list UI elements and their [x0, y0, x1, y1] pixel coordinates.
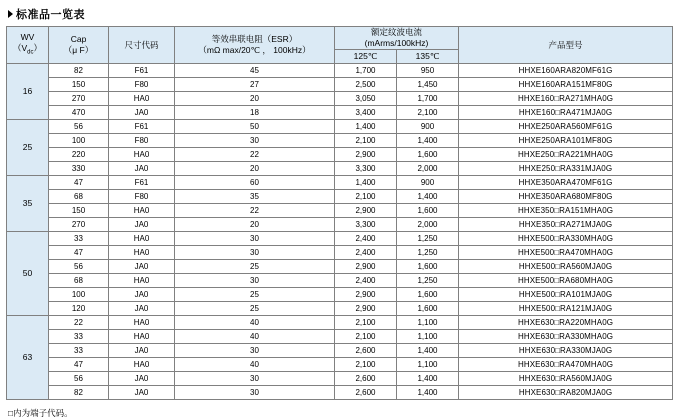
- cell-ripple-125: 1,700: [335, 64, 397, 78]
- column-header-ripple-label: 额定纹波电流: [371, 27, 423, 37]
- cell-esr: 40: [175, 358, 335, 372]
- cell-ripple-125: 2,600: [335, 386, 397, 400]
- cell-ripple-125: 2,400: [335, 246, 397, 260]
- cell-esr: 30: [175, 386, 335, 400]
- cell-ripple-125: 2,900: [335, 260, 397, 274]
- table-row: [7, 204, 673, 218]
- cell-capacitance: 150: [49, 78, 109, 92]
- cell-model-number: HHXE500□RA470MHA0G: [459, 246, 673, 260]
- column-header-ripple-unit: (mArms/100kHz): [364, 38, 429, 48]
- table-row: [7, 148, 673, 162]
- cell-ripple-125: 2,900: [335, 288, 397, 302]
- column-header-cap: [49, 27, 109, 64]
- column-header-wv: [7, 27, 49, 64]
- table-row: [7, 64, 673, 78]
- cell-model-number: HHXE630□RA560MJA0G: [459, 372, 673, 386]
- cell-model-number: HHXE500□RA560MJA0G: [459, 260, 673, 274]
- cell-size-code: F80: [109, 190, 175, 204]
- cell-size-code: JA0: [109, 344, 175, 358]
- cell-capacitance: 33: [49, 232, 109, 246]
- table-row: [7, 162, 673, 176]
- cell-capacitance: 470: [49, 106, 109, 120]
- cell-ripple-125: 2,600: [335, 344, 397, 358]
- cell-model-number: HHXE160ARA151MF80G: [459, 78, 673, 92]
- cell-esr: 22: [175, 148, 335, 162]
- cell-model-number: HHXE350□RA151MHA0G: [459, 204, 673, 218]
- cell-ripple-125: 2,100: [335, 134, 397, 148]
- cell-size-code: F61: [109, 176, 175, 190]
- cell-model-number: HHXE350ARA680MF80G: [459, 190, 673, 204]
- cell-ripple-135: 1,400: [397, 372, 459, 386]
- cell-working-voltage: 50: [7, 232, 49, 316]
- column-header-cap-unit: （μ F）: [63, 45, 94, 55]
- cell-model-number: HHXE630□RA330MHA0G: [459, 330, 673, 344]
- cell-ripple-125: 2,900: [335, 204, 397, 218]
- cell-working-voltage: 35: [7, 176, 49, 232]
- cell-capacitance: 33: [49, 344, 109, 358]
- cell-size-code: HA0: [109, 148, 175, 162]
- table-row: [7, 288, 673, 302]
- cell-ripple-135: 950: [397, 64, 459, 78]
- cell-capacitance: 56: [49, 260, 109, 274]
- cell-esr: 30: [175, 134, 335, 148]
- cell-esr: 40: [175, 330, 335, 344]
- cell-ripple-135: 1,100: [397, 358, 459, 372]
- cell-ripple-125: 2,400: [335, 232, 397, 246]
- cell-size-code: HA0: [109, 92, 175, 106]
- cell-capacitance: 150: [49, 204, 109, 218]
- cell-capacitance: 220: [49, 148, 109, 162]
- cell-ripple-125: 2,500: [335, 78, 397, 92]
- cell-size-code: JA0: [109, 372, 175, 386]
- table-row: [7, 78, 673, 92]
- cell-model-number: HHXE500□RA330MHA0G: [459, 232, 673, 246]
- cell-size-code: HA0: [109, 274, 175, 288]
- cell-capacitance: 100: [49, 288, 109, 302]
- cell-size-code: JA0: [109, 106, 175, 120]
- cell-model-number: HHXE500□RA680MHA0G: [459, 274, 673, 288]
- cell-capacitance: 270: [49, 218, 109, 232]
- cell-ripple-125: 3,300: [335, 218, 397, 232]
- cell-ripple-135: 2,000: [397, 218, 459, 232]
- cell-ripple-135: 1,100: [397, 316, 459, 330]
- cell-capacitance: 82: [49, 64, 109, 78]
- cell-esr: 60: [175, 176, 335, 190]
- cell-ripple-125: 3,400: [335, 106, 397, 120]
- cell-ripple-125: 2,600: [335, 372, 397, 386]
- column-header-size-code: 尺寸代码: [109, 27, 175, 64]
- cell-esr: 40: [175, 316, 335, 330]
- cell-ripple-135: 1,450: [397, 78, 459, 92]
- table-row: [7, 316, 673, 330]
- column-header-ripple: [335, 27, 459, 50]
- cell-ripple-125: 2,100: [335, 330, 397, 344]
- cell-esr: 20: [175, 162, 335, 176]
- cell-esr: 30: [175, 372, 335, 386]
- table-row: [7, 106, 673, 120]
- cell-ripple-135: 1,600: [397, 260, 459, 274]
- cell-model-number: HHXE160ARA820MF61G: [459, 64, 673, 78]
- cell-capacitance: 120: [49, 302, 109, 316]
- cell-size-code: JA0: [109, 386, 175, 400]
- column-header-ripple-135: 135℃: [397, 50, 459, 64]
- cell-model-number: HHXE630□RA220MHA0G: [459, 316, 673, 330]
- cell-size-code: HA0: [109, 358, 175, 372]
- cell-size-code: HA0: [109, 204, 175, 218]
- cell-esr: 20: [175, 92, 335, 106]
- cell-model-number: HHXE250ARA101MF80G: [459, 134, 673, 148]
- cell-model-number: HHXE630□RA820MJA0G: [459, 386, 673, 400]
- table-row: [7, 134, 673, 148]
- table-row: [7, 302, 673, 316]
- table-row: [7, 218, 673, 232]
- cell-ripple-125: 2,400: [335, 274, 397, 288]
- triangle-marker-icon: [8, 10, 13, 18]
- cell-capacitance: 47: [49, 176, 109, 190]
- cell-ripple-135: 900: [397, 120, 459, 134]
- column-header-wv-unit: $(V_{dc})$: [12, 42, 43, 56]
- cell-esr: 25: [175, 288, 335, 302]
- cell-capacitance: 47: [49, 246, 109, 260]
- cell-capacitance: 56: [49, 372, 109, 386]
- cell-ripple-135: 1,600: [397, 204, 459, 218]
- cell-size-code: JA0: [109, 288, 175, 302]
- cell-ripple-135: 1,700: [397, 92, 459, 106]
- cell-esr: 30: [175, 344, 335, 358]
- table-row: [7, 372, 673, 386]
- cell-working-voltage: 63: [7, 316, 49, 400]
- cell-model-number: HHXE160□RA471MJA0G: [459, 106, 673, 120]
- cell-working-voltage: 25: [7, 120, 49, 176]
- cell-esr: 25: [175, 302, 335, 316]
- cell-size-code: JA0: [109, 302, 175, 316]
- cell-capacitance: 68: [49, 274, 109, 288]
- cell-size-code: HA0: [109, 232, 175, 246]
- cell-model-number: HHXE250□RA331MJA0G: [459, 162, 673, 176]
- cell-model-number: HHXE500□RA101MJA0G: [459, 288, 673, 302]
- cell-model-number: HHXE250ARA560MF61G: [459, 120, 673, 134]
- cell-ripple-135: 2,100: [397, 106, 459, 120]
- cell-size-code: F80: [109, 134, 175, 148]
- table-row: [7, 386, 673, 400]
- cell-ripple-125: 2,900: [335, 148, 397, 162]
- cell-ripple-135: 1,600: [397, 302, 459, 316]
- specification-table: [6, 26, 673, 400]
- table-row: [7, 330, 673, 344]
- cell-ripple-135: 1,250: [397, 274, 459, 288]
- cell-size-code: JA0: [109, 260, 175, 274]
- cell-model-number: HHXE160□RA271MHA0G: [459, 92, 673, 106]
- column-header-esr-unit: （mΩ max/20℃ ， 100kHz）: [198, 45, 311, 55]
- cell-capacitance: 330: [49, 162, 109, 176]
- cell-ripple-135: 1,600: [397, 288, 459, 302]
- cell-ripple-135: 900: [397, 176, 459, 190]
- cell-capacitance: 47: [49, 358, 109, 372]
- column-header-esr-label: 等效串联电阻（ESR）: [211, 34, 298, 44]
- section-title-text: 标准品一览表: [16, 9, 85, 21]
- cell-capacitance: 270: [49, 92, 109, 106]
- cell-size-code: F80: [109, 78, 175, 92]
- cell-size-code: JA0: [109, 162, 175, 176]
- cell-ripple-135: 1,250: [397, 246, 459, 260]
- cell-ripple-135: 1,400: [397, 344, 459, 358]
- cell-esr: 25: [175, 260, 335, 274]
- cell-ripple-125: 1,400: [335, 120, 397, 134]
- cell-ripple-135: 1,400: [397, 386, 459, 400]
- cell-capacitance: 82: [49, 386, 109, 400]
- cell-ripple-135: 1,400: [397, 190, 459, 204]
- cell-model-number: HHXE250□RA221MHA0G: [459, 148, 673, 162]
- table-row: [7, 120, 673, 134]
- table-body: [7, 64, 673, 400]
- cell-model-number: HHXE500□RA121MJA0G: [459, 302, 673, 316]
- cell-esr: 27: [175, 78, 335, 92]
- cell-model-number: HHXE630□RA330MJA0G: [459, 344, 673, 358]
- cell-capacitance: 22: [49, 316, 109, 330]
- cell-size-code: HA0: [109, 316, 175, 330]
- cell-model-number: HHXE350ARA470MF61G: [459, 176, 673, 190]
- cell-ripple-125: 2,100: [335, 316, 397, 330]
- table-header: [7, 27, 673, 64]
- table-row: [7, 274, 673, 288]
- cell-working-voltage: 16: [7, 64, 49, 120]
- table-row: [7, 176, 673, 190]
- table-row: [7, 260, 673, 274]
- cell-size-code: HA0: [109, 246, 175, 260]
- cell-ripple-135: 1,600: [397, 148, 459, 162]
- section-title: [8, 6, 672, 22]
- cell-size-code: F61: [109, 120, 175, 134]
- cell-capacitance: 56: [49, 120, 109, 134]
- cell-ripple-125: 2,100: [335, 190, 397, 204]
- cell-ripple-135: 1,100: [397, 330, 459, 344]
- cell-esr: 35: [175, 190, 335, 204]
- cell-ripple-125: 1,400: [335, 176, 397, 190]
- column-header-model: 产品型号: [459, 27, 673, 64]
- cell-ripple-125: 2,900: [335, 302, 397, 316]
- table-row: [7, 358, 673, 372]
- table-row: [7, 246, 673, 260]
- cell-esr: 30: [175, 246, 335, 260]
- cell-esr: 30: [175, 274, 335, 288]
- cell-ripple-135: 1,250: [397, 232, 459, 246]
- cell-esr: 18: [175, 106, 335, 120]
- cell-capacitance: 100: [49, 134, 109, 148]
- cell-esr: 30: [175, 232, 335, 246]
- table-row: [7, 92, 673, 106]
- cell-model-number: HHXE350□RA271MJA0G: [459, 218, 673, 232]
- cell-ripple-125: 3,050: [335, 92, 397, 106]
- cell-model-number: HHXE630□RA470MHA0G: [459, 358, 673, 372]
- column-header-cap-label: Cap: [70, 34, 87, 44]
- cell-ripple-135: 1,400: [397, 134, 459, 148]
- cell-esr: 50: [175, 120, 335, 134]
- cell-capacitance: 33: [49, 330, 109, 344]
- table-row: [7, 190, 673, 204]
- cell-size-code: HA0: [109, 330, 175, 344]
- cell-ripple-135: 2,000: [397, 162, 459, 176]
- cell-ripple-125: 3,300: [335, 162, 397, 176]
- table-row: [7, 232, 673, 246]
- cell-ripple-125: 2,100: [335, 358, 397, 372]
- column-header-wv-label: WV: [20, 31, 35, 42]
- cell-size-code: F61: [109, 64, 175, 78]
- column-header-esr: [175, 27, 335, 64]
- cell-esr: 22: [175, 204, 335, 218]
- cell-capacitance: 68: [49, 190, 109, 204]
- cell-esr: 20: [175, 218, 335, 232]
- footnote: □内为端子代码。: [8, 408, 73, 418]
- cell-esr: 45: [175, 64, 335, 78]
- cell-size-code: JA0: [109, 218, 175, 232]
- column-header-ripple-125: 125℃: [335, 50, 397, 64]
- table-row: [7, 344, 673, 358]
